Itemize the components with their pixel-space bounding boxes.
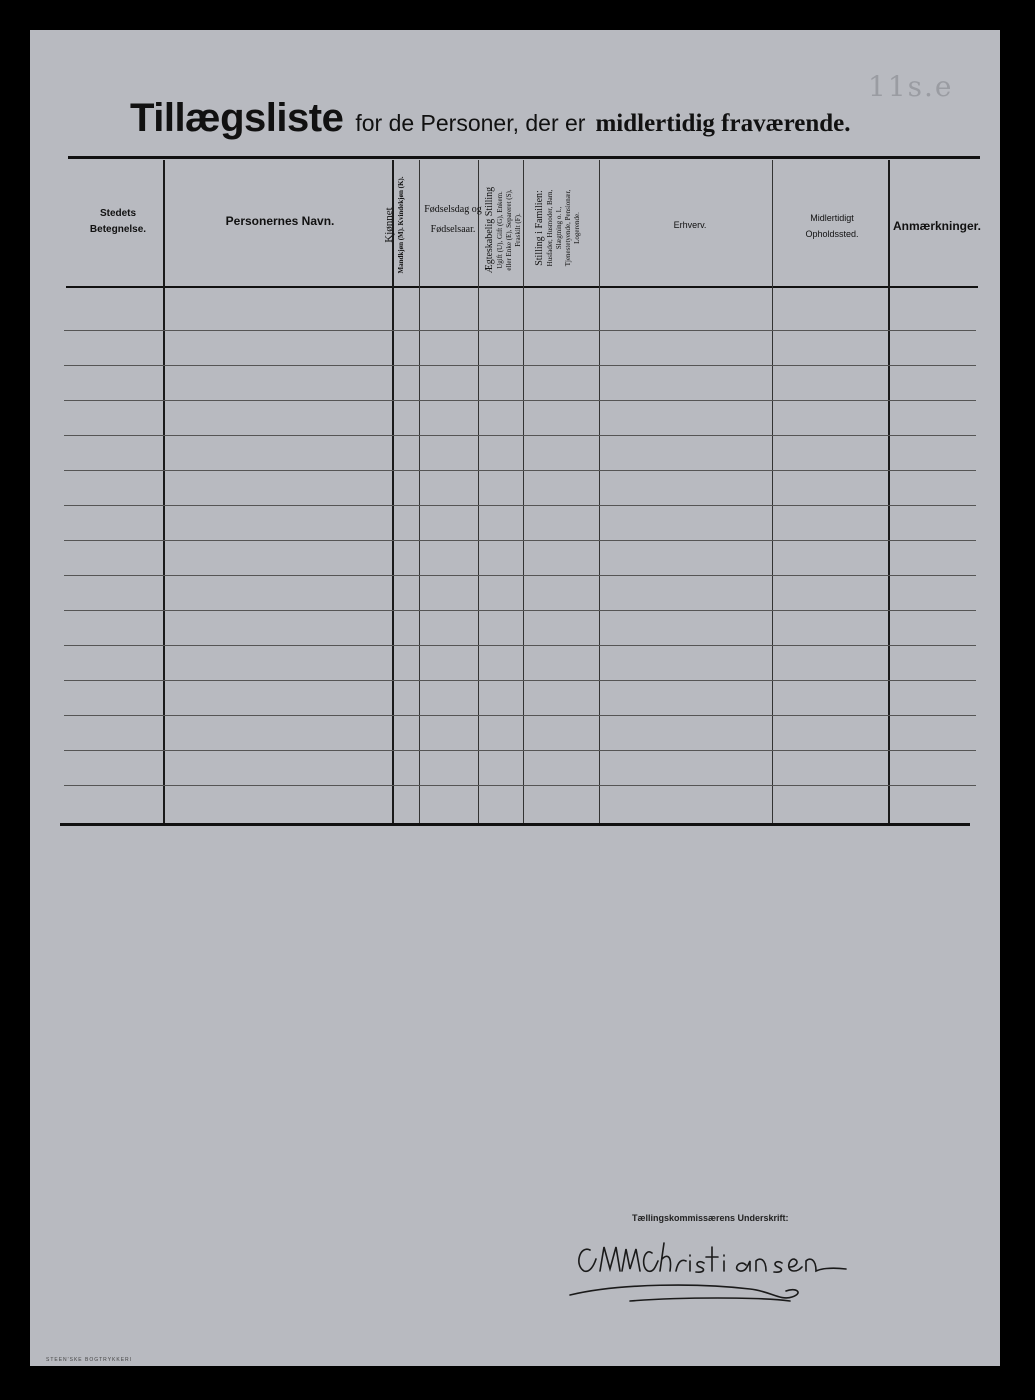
header-fodsel: Fødselsdag og Fødselsaar. [424,204,482,235]
header-anmaerkninger: Anmærkninger. [892,219,982,233]
table-row-line [64,750,976,751]
header-opholdssted: Midlertidigt Opholdssted. [805,213,859,239]
title-middle: for de Personer, der er [355,110,586,136]
header-navn: Personernes Navn. [225,214,335,228]
table-row-line [64,785,976,786]
col-divider [599,160,600,823]
header-kjonnet: Kjønnet Mandkjøn (M). Kvindekjøn (K). [383,176,405,274]
table-row-line [64,540,976,541]
title-main: Tillægsliste [130,96,344,140]
table-row-line [64,575,976,576]
col-divider [419,160,420,823]
table-row-line [64,505,976,506]
table-row-line [64,435,976,436]
table-row-line [64,715,976,716]
table-row-line [64,365,976,366]
col-divider [478,160,479,823]
printer-imprint: STEEN'SKE BOGTRYKKERI [46,1357,133,1363]
col-divider [772,160,773,823]
table-row-line [64,645,976,646]
form-title [130,96,851,141]
table-top-rule [68,156,980,159]
col-divider [888,160,890,823]
header-familien: Stilling i Familien: Husfader, Husmoder, Barn, Slægtning o. l., Tjenestetyende, Pensionær, Logerende. [534,189,581,267]
signature-label: Tællingskommissærens Underskrift: [632,1213,789,1223]
header-erhverv: Erhverv. [673,220,707,230]
header-aegteskabelig: Ægteskabelig Stilling Ugift (U), Gift (G), Enkem. eller Enke (E), Separeret (S), Fraskilt (F). [484,186,522,274]
title-end: midlertidig fraværende. [595,110,851,137]
table-row-line [64,680,976,681]
table-row-line [64,400,976,401]
table-row-line [64,610,976,611]
handwritten-signature [560,1225,860,1315]
table-row-line [64,470,976,471]
header-stedets: Stedets Betegnelse. [89,208,147,235]
col-divider [163,160,165,823]
corner-annotation: 11s.e [868,70,954,103]
table-bottom-rule [60,823,970,826]
svg-text:M. Christiansen: M. Christiansen [560,1225,567,1226]
table-row-line [64,330,976,331]
